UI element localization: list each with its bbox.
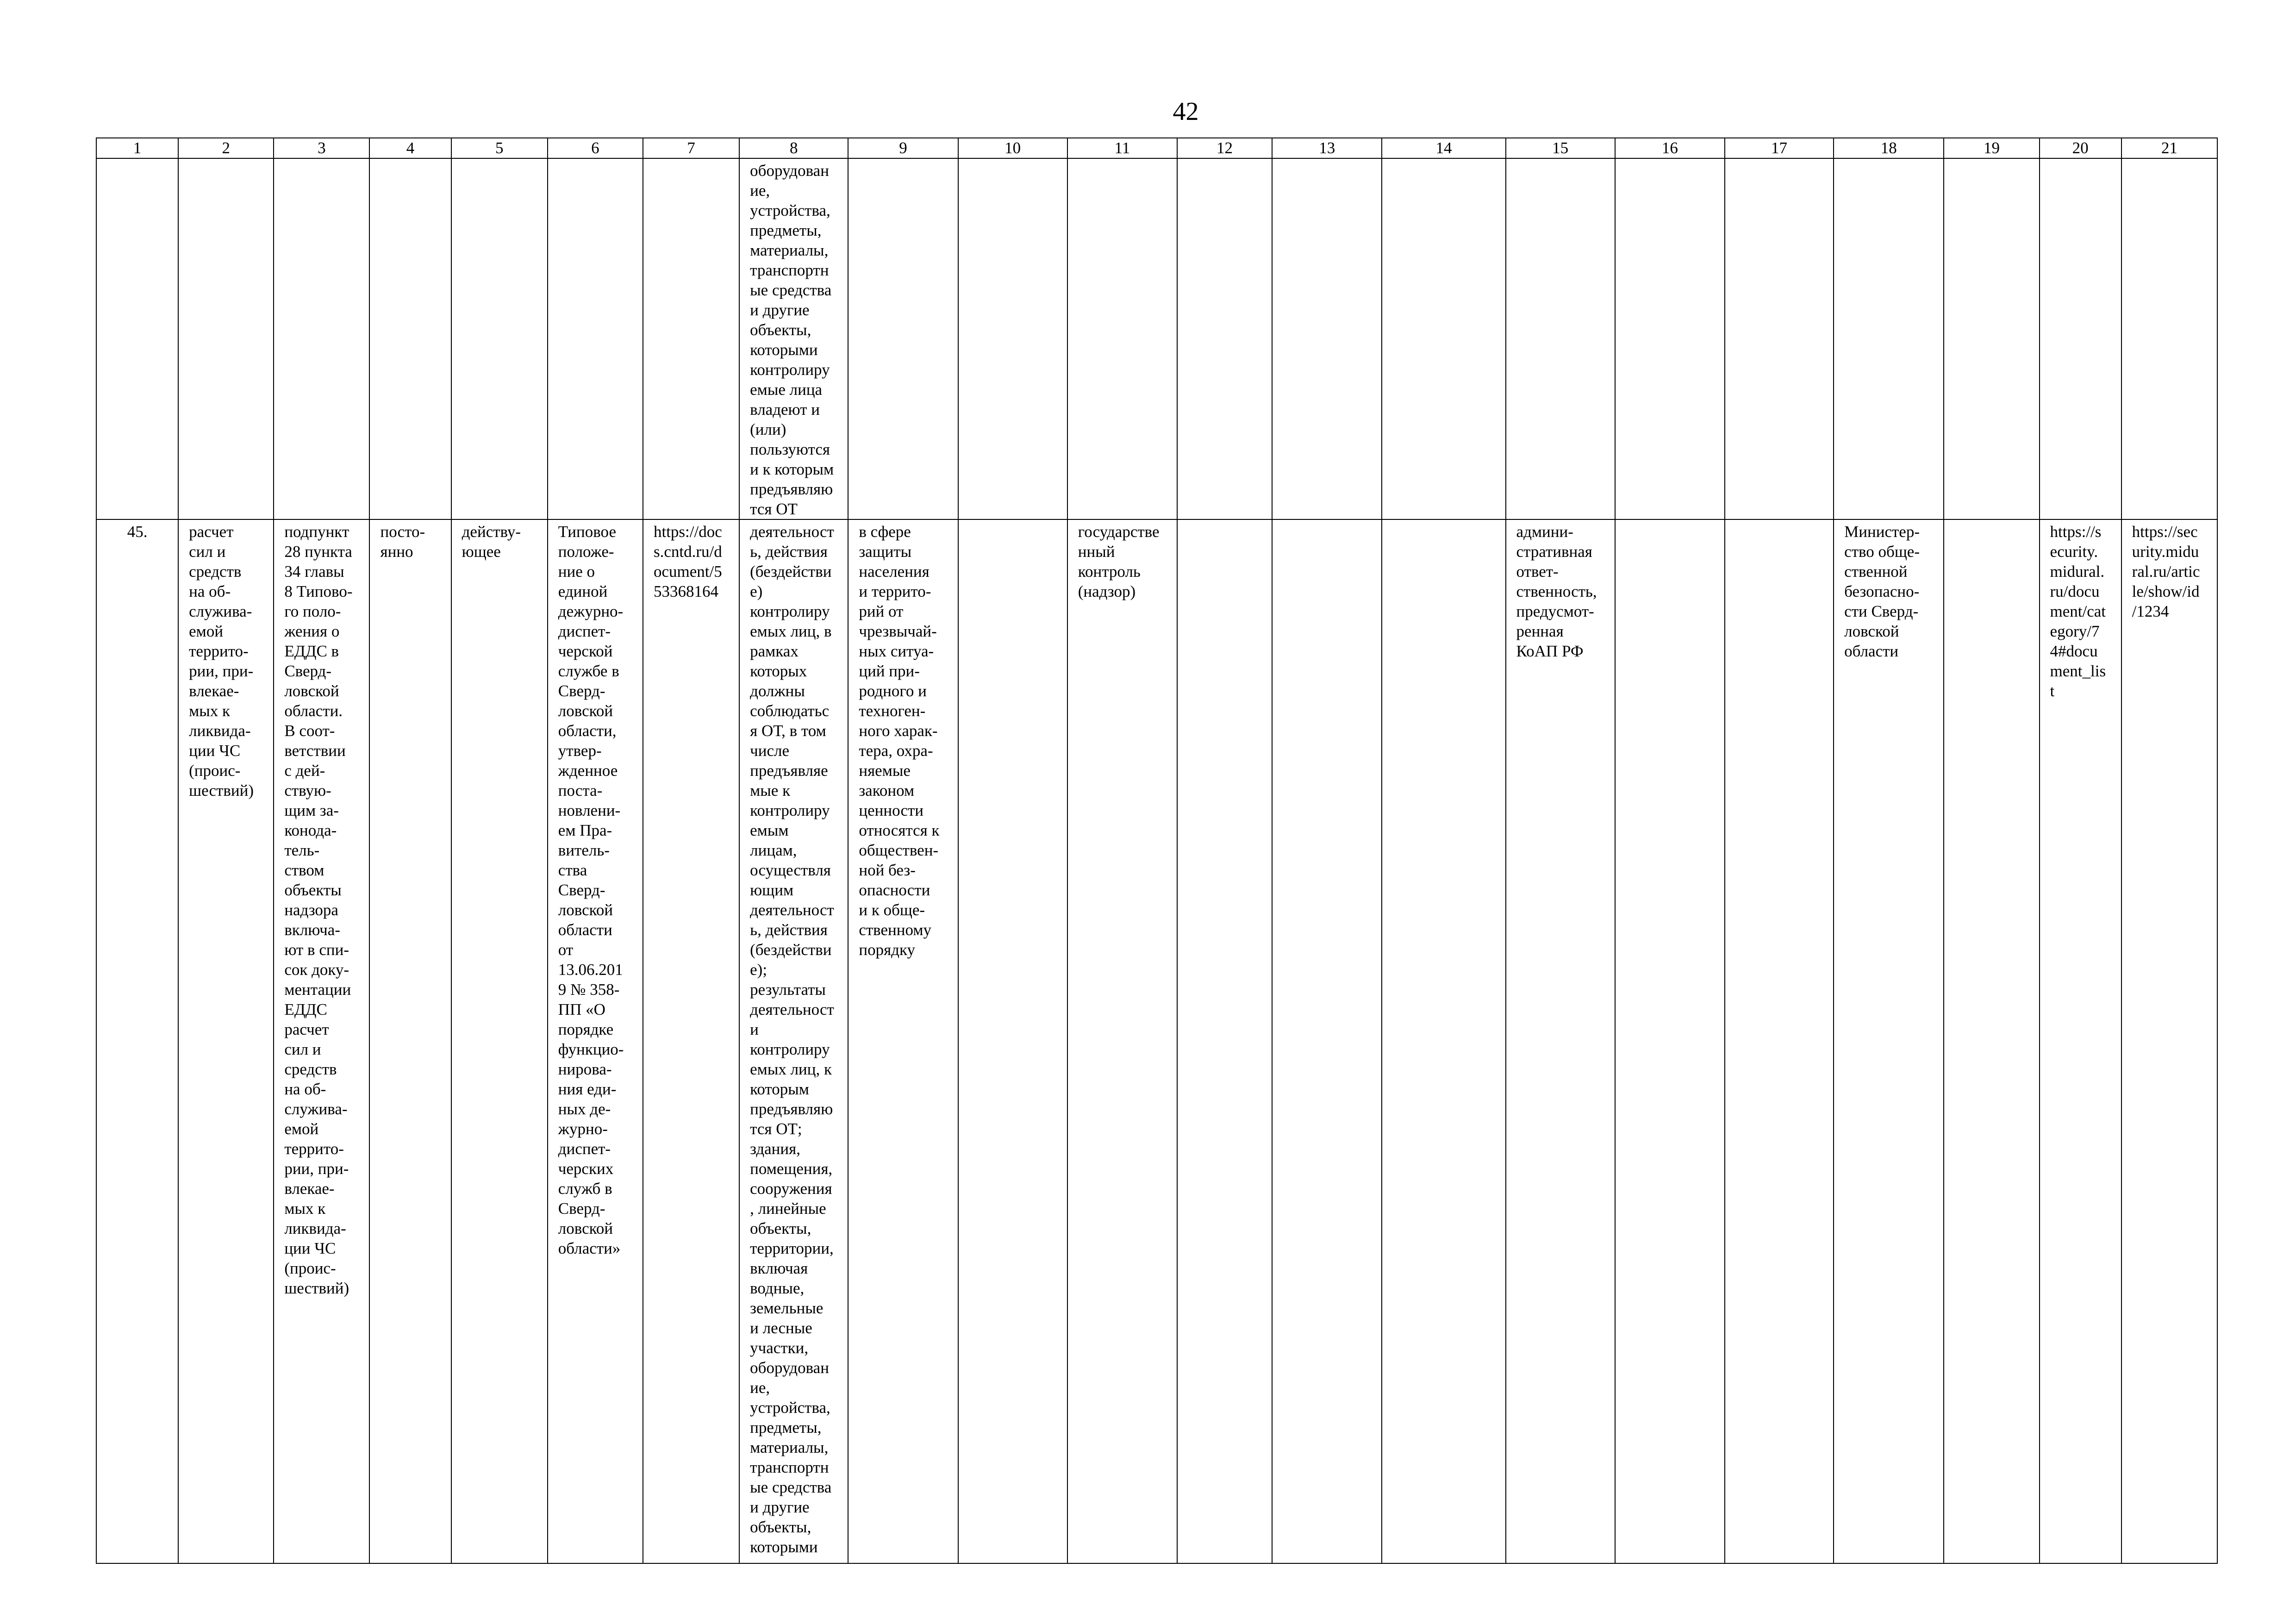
liability-cell: админи- стративная ответ- ственность, предусмот- ренная КоАП РФ — [1506, 519, 1615, 1563]
page-number: 42 — [1173, 97, 1199, 126]
act-name-cell: Типовое положе- ние о единой дежурно- диспет- черской службе в Сверд- ловской области, утвер- жденное поста- новлени- ем Пра- витель- ства Сверд- ловской области от 13.06.201 9 № 358- ПП «О порядке функцио- нирова- ния еди- ных де- журно- диспет- черских служб в Сверд- ловской области» — [548, 519, 643, 1563]
table-cell — [1725, 519, 1834, 1563]
column-number: 6 — [548, 138, 643, 158]
register-table — [96, 137, 2218, 1564]
table-cell — [848, 158, 958, 519]
row-number: 45. — [96, 519, 178, 1563]
act-link[interactable]: https://doc s.cntd.ru/d ocument/5 53368164 — [653, 523, 722, 600]
status-cell: действу- ющее — [451, 519, 548, 1563]
table-cell — [958, 158, 1067, 519]
documents-link-cell[interactable] — [2040, 519, 2121, 1563]
control-type-cell: государстве нный контроль (надзор) — [1067, 519, 1177, 1563]
column-number: 4 — [369, 138, 451, 158]
authority-cell: Министер- ство обще- ственной безопасно- сти Сверд- ловской области — [1834, 519, 1944, 1563]
table-cell — [96, 158, 178, 519]
table-cell — [1615, 519, 1725, 1563]
table-cell — [1272, 519, 1382, 1563]
column-number: 1 — [96, 138, 178, 158]
column-number: 14 — [1382, 138, 1505, 158]
table-cell — [1944, 519, 2039, 1563]
table-cell — [643, 158, 739, 519]
column-number: 3 — [274, 138, 369, 158]
column-number: 18 — [1834, 138, 1944, 158]
control-objects-continued: оборудован ие, устройства, предметы, материалы, транспортн ые средства и другие объекты, которыми контролиру емые лица владеют и (или) пользуются и к которым предъявляю тся ОТ — [750, 162, 834, 518]
column-number: 15 — [1506, 138, 1615, 158]
table-cell — [1177, 158, 1272, 519]
table-cell — [1725, 158, 1834, 519]
table-cell — [958, 519, 1067, 1563]
table-cell — [739, 158, 848, 519]
column-number: 9 — [848, 138, 958, 158]
column-number: 7 — [643, 138, 739, 158]
table-row-45 — [96, 519, 2217, 1563]
column-number: 11 — [1067, 138, 1177, 158]
column-number-row — [96, 138, 2217, 158]
column-number: 10 — [958, 138, 1067, 158]
protected-values-cell: в сфере защиты населения и террито- рий от чрезвычай- ных ситуа- ций при- родного и техноген- ного харак- тера, охра- няемые законом ценности относятся к обществен- ной без- опасности и к обще- ственному порядку — [848, 519, 958, 1563]
table-cell — [1272, 158, 1382, 519]
column-number: 21 — [2121, 138, 2217, 158]
table-cell — [1382, 158, 1505, 519]
table-cell — [178, 158, 274, 519]
column-number: 17 — [1725, 138, 1834, 158]
table-cell — [369, 158, 451, 519]
table-cell — [548, 158, 643, 519]
control-objects-cell: деятельност ь, действия (бездействи е) контролиру емых лиц, в рамках которых должны соблюдатьс я ОТ, в том числе предъявляе мые к контролиру емым лицам, осуществля ющим деятельност ь, действия (бездействи е); результаты деятельност и контролиру емых лиц, к которым предъявляю тся ОТ; здания, помещения, сооружения , линейные объекты, территории, включая водные, земельные и лесные участки, оборудован ие, устройства, предметы, материалы, транспортн ые средства и другие объекты, которыми — [739, 519, 848, 1563]
table-cell — [1067, 158, 1177, 519]
table-cell — [2040, 158, 2121, 519]
column-number: 13 — [1272, 138, 1382, 158]
column-number: 20 — [2040, 138, 2121, 158]
column-number: 5 — [451, 138, 548, 158]
table-cell — [1615, 158, 1725, 519]
column-number: 16 — [1615, 138, 1725, 158]
table-cell — [1834, 158, 1944, 519]
article-link-cell[interactable] — [2121, 519, 2217, 1563]
column-number: 2 — [178, 138, 274, 158]
periodicity-cell: посто- янно — [369, 519, 451, 1563]
continuation-row — [96, 158, 2217, 519]
table-cell — [1177, 519, 1272, 1563]
table-cell — [1944, 158, 2039, 519]
legal-basis-cell: подпункт 28 пункта 34 главы 8 Типово- го поло- жения о ЕДДС в Сверд- ловской области. В соот- ветствии с дей- ствую- щим за- конода- тель- ством объекты надзора включа- ют в спи- сок доку- ментации ЕДДС расчет сил и средств на об- служива- емой террито- рии, при- влекае- мых к ликвида- ции ЧС (проис- шествий) — [274, 519, 369, 1563]
column-number: 8 — [739, 138, 848, 158]
requirement-cell: расчет сил и средств на об- служива- емой террито- рии, при- влекае- мых к ликвида- ции ЧС (проис- шествий) — [178, 519, 274, 1563]
article-link[interactable]: https://sec urity.midu ral.ru/artic le/show/id /1234 — [2132, 523, 2200, 620]
table-cell — [1506, 158, 1615, 519]
table-cell — [1382, 519, 1505, 1563]
table-cell — [451, 158, 548, 519]
table-cell — [274, 158, 369, 519]
table-cell — [2121, 158, 2217, 519]
column-number: 12 — [1177, 138, 1272, 158]
documents-link[interactable]: https://s ecurity. midural. ru/docu ment/cat egory/7 4#docu ment_lis t — [2050, 523, 2106, 700]
act-link-cell[interactable] — [643, 519, 739, 1563]
column-number: 19 — [1944, 138, 2039, 158]
